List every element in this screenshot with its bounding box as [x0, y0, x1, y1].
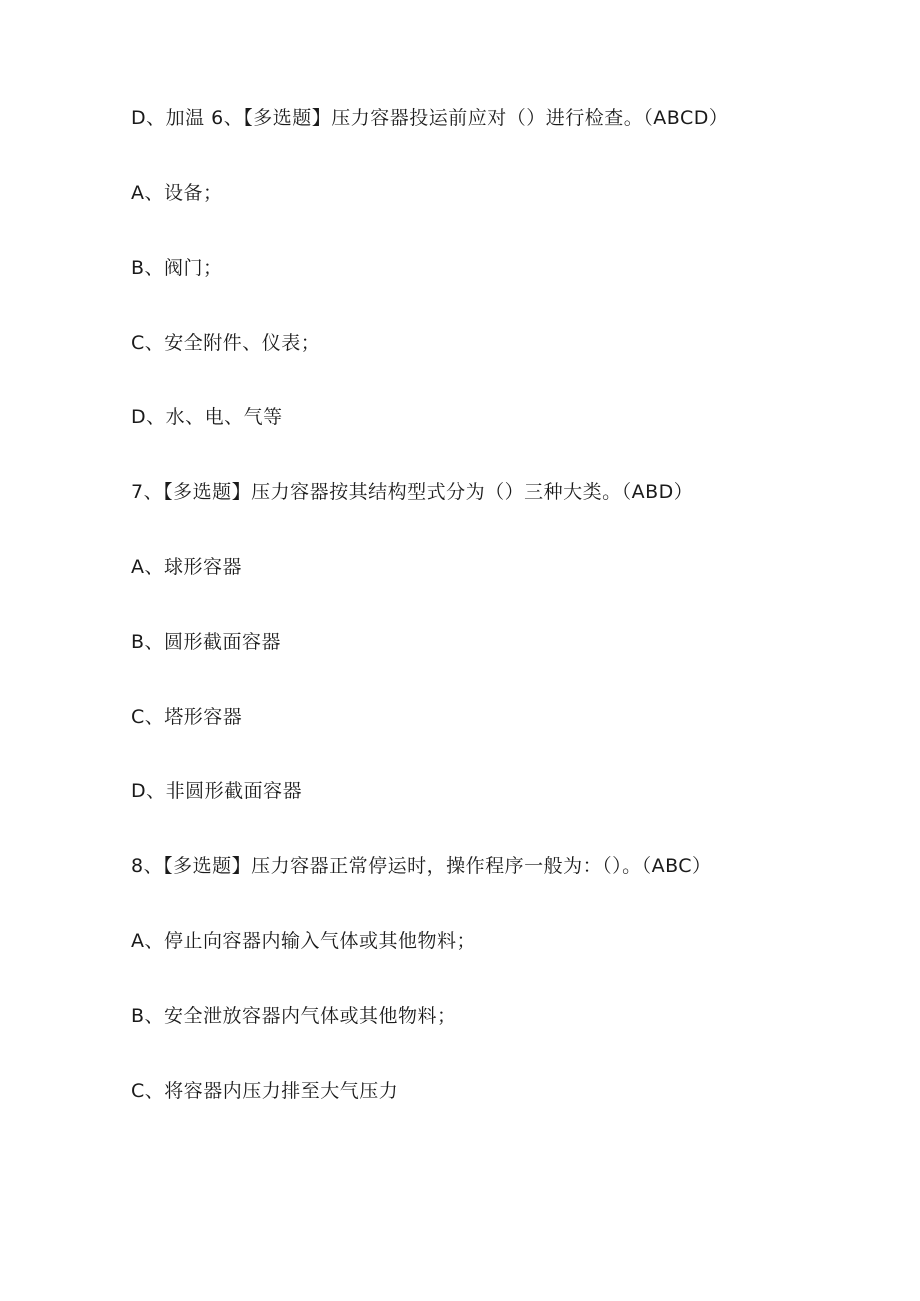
- option-d-line: D、加温 6、【多选题】压力容器投运前应对（）进行检查。（ABCD）: [131, 107, 729, 129]
- option-d-line: D、非圆形截面容器: [131, 780, 303, 802]
- option-c-line: C、塔形容器: [131, 706, 243, 728]
- option-a-line: A、球形容器: [131, 556, 242, 578]
- question-7-line: 7、【多选题】压力容器按其结构型式分为（）三种大类。（ABD）: [131, 481, 694, 503]
- question-8-line: 8、【多选题】压力容器正常停运时，操作程序一般为：（）。（ABC）: [131, 855, 712, 877]
- option-a-line: A、停止向容器内输入气体或其他物料；: [131, 930, 476, 952]
- option-a-line: A、设备；: [131, 182, 223, 204]
- option-b-line: B、安全泄放容器内气体或其他物料；: [131, 1005, 457, 1027]
- option-c-line: C、安全附件、仪表；: [131, 332, 321, 354]
- option-b-line: B、阀门；: [131, 257, 223, 279]
- option-d-line: D、水、电、气等: [131, 406, 283, 428]
- option-c-line: C、将容器内压力排至大气压力: [131, 1080, 399, 1102]
- option-b-line: B、圆形截面容器: [131, 631, 282, 653]
